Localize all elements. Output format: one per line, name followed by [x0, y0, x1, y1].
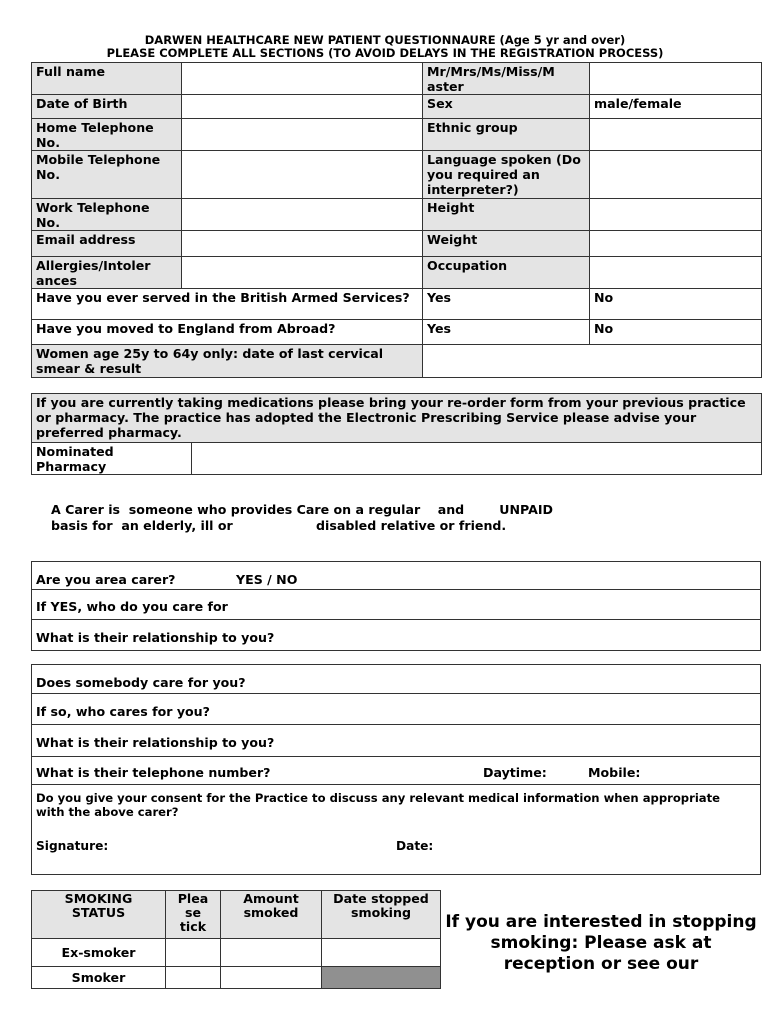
- smoking-status-header: SMOKING STATUS: [32, 891, 166, 939]
- height-label: Height: [423, 199, 590, 231]
- home-telephone-field[interactable]: [182, 119, 423, 151]
- who-do-you-care-for-label: If YES, who do you care for: [36, 599, 228, 614]
- smoker-amount[interactable]: [221, 967, 322, 989]
- smoking-status-table: [31, 890, 441, 989]
- home-telephone-label: Home Telephone No.: [32, 119, 182, 151]
- work-telephone-label: Work Telephone No.: [32, 199, 182, 231]
- smoker-date-stopped-shaded: [322, 967, 441, 989]
- date-label: Date:: [396, 839, 434, 853]
- telephone-label: What is their telephone number?: [36, 765, 271, 780]
- full-name-label: Full name: [32, 63, 182, 95]
- form-subtitle: PLEASE COMPLETE ALL SECTIONS (TO AVOID DELAYS IN THE REGISTRATION PROCESS): [106, 46, 664, 60]
- carer-relationship-label: What is their relationship to you?: [36, 630, 275, 645]
- dob-label: Date of Birth: [32, 95, 182, 119]
- allergies-label: Allergies/Intoler ances: [32, 257, 182, 289]
- carer-relationship-row[interactable]: [32, 620, 760, 650]
- who-cares-row[interactable]: [32, 694, 760, 725]
- mobile-telephone-field[interactable]: [182, 151, 423, 199]
- cared-relationship-label: What is their relationship to you?: [36, 735, 275, 750]
- date-stopped-header: Date stopped smoking: [322, 891, 441, 939]
- weight-field[interactable]: [590, 231, 762, 257]
- language-label: Language spoken (Do you required an interpreter?): [423, 151, 590, 199]
- ex-smoker-label: Ex-smoker: [32, 939, 166, 967]
- title-field[interactable]: [590, 63, 762, 95]
- carer-question-row[interactable]: [32, 562, 760, 590]
- occupation-field[interactable]: [590, 257, 762, 289]
- cared-for-section: [31, 664, 761, 875]
- nominated-pharmacy-field[interactable]: [192, 443, 762, 475]
- cared-relationship-row[interactable]: [32, 725, 760, 757]
- carer-definition-line1: A Carer is someone who provides Care on a regular and UNPAID: [51, 502, 553, 517]
- mobile-label: Mobile:: [588, 765, 641, 780]
- medication-notice: If you are currently taking medications please bring your re-order form from your previous practice or pharmacy. The practice has adopted the Electronic Prescribing Service please advise your preferred pharmacy.: [32, 394, 762, 443]
- height-field[interactable]: [590, 199, 762, 231]
- ethnic-group-field[interactable]: [590, 119, 762, 151]
- cervical-smear-label: Women age 25y to 64y only: date of last cervical smear & result: [32, 345, 423, 378]
- carer-question: Are you area carer?: [36, 572, 176, 587]
- signature-label: Signature:: [36, 839, 109, 853]
- consent-question: Do you give your consent for the Practice to discuss any relevant medical information when appropriate with the above carer?: [36, 791, 721, 819]
- telephone-row[interactable]: [32, 757, 760, 785]
- ex-smoker-date-stopped[interactable]: [322, 939, 441, 967]
- nominated-pharmacy-label: Nominated Pharmacy: [32, 443, 192, 475]
- carer-section: [31, 561, 761, 651]
- full-name-field[interactable]: [182, 63, 423, 95]
- work-telephone-field[interactable]: [182, 199, 423, 231]
- amount-smoked-header: Amount smoked: [221, 891, 322, 939]
- carer-definition-line2: basis for an elderly, ill or disabled relative or friend.: [51, 518, 507, 533]
- allergies-field[interactable]: [182, 257, 423, 289]
- ex-smoker-amount[interactable]: [221, 939, 322, 967]
- patient-details-table: [31, 62, 762, 378]
- armed-services-question: Have you ever served in the British Armed Services?: [32, 289, 423, 320]
- abroad-yes-option[interactable]: Yes: [423, 320, 590, 345]
- abroad-question: Have you moved to England from Abroad?: [32, 320, 423, 345]
- language-field[interactable]: [590, 151, 762, 199]
- who-cares-label: If so, who cares for you?: [36, 704, 210, 719]
- dob-field[interactable]: [182, 95, 423, 119]
- smoker-tick[interactable]: [166, 967, 221, 989]
- smoker-label: Smoker: [32, 967, 166, 989]
- sex-field[interactable]: male/female: [590, 95, 762, 119]
- cervical-smear-field[interactable]: [423, 345, 762, 378]
- carer-yes-no-options[interactable]: YES / NO: [236, 572, 298, 587]
- pharmacy-table: [31, 393, 762, 475]
- who-do-you-care-for-row[interactable]: [32, 590, 760, 620]
- abroad-no-option[interactable]: No: [590, 320, 762, 345]
- mobile-telephone-label: Mobile Telephone No.: [32, 151, 182, 199]
- email-field[interactable]: [182, 231, 423, 257]
- ex-smoker-tick[interactable]: [166, 939, 221, 967]
- title-label: Mr/Mrs/Ms/Miss/M aster: [423, 63, 590, 95]
- email-label: Email address: [32, 231, 182, 257]
- ethnic-group-label: Ethnic group: [423, 119, 590, 151]
- daytime-label: Daytime:: [483, 765, 547, 780]
- armed-no-option[interactable]: No: [590, 289, 762, 320]
- stop-smoking-message: If you are interested in stopping smoking: Please ask at reception or see our: [445, 912, 757, 974]
- form-title: DARWEN HEALTHCARE NEW PATIENT QUESTIONNAURE (Age 5 yr and over): [144, 33, 626, 47]
- please-tick-header: Plea se tick: [166, 891, 221, 939]
- consent-row[interactable]: [32, 785, 760, 874]
- sex-label: Sex: [423, 95, 590, 119]
- weight-label: Weight: [423, 231, 590, 257]
- occupation-label: Occupation: [423, 257, 590, 289]
- armed-yes-option[interactable]: Yes: [423, 289, 590, 320]
- does-somebody-care-label: Does somebody care for you?: [36, 675, 246, 690]
- does-somebody-care-row[interactable]: [32, 665, 760, 694]
